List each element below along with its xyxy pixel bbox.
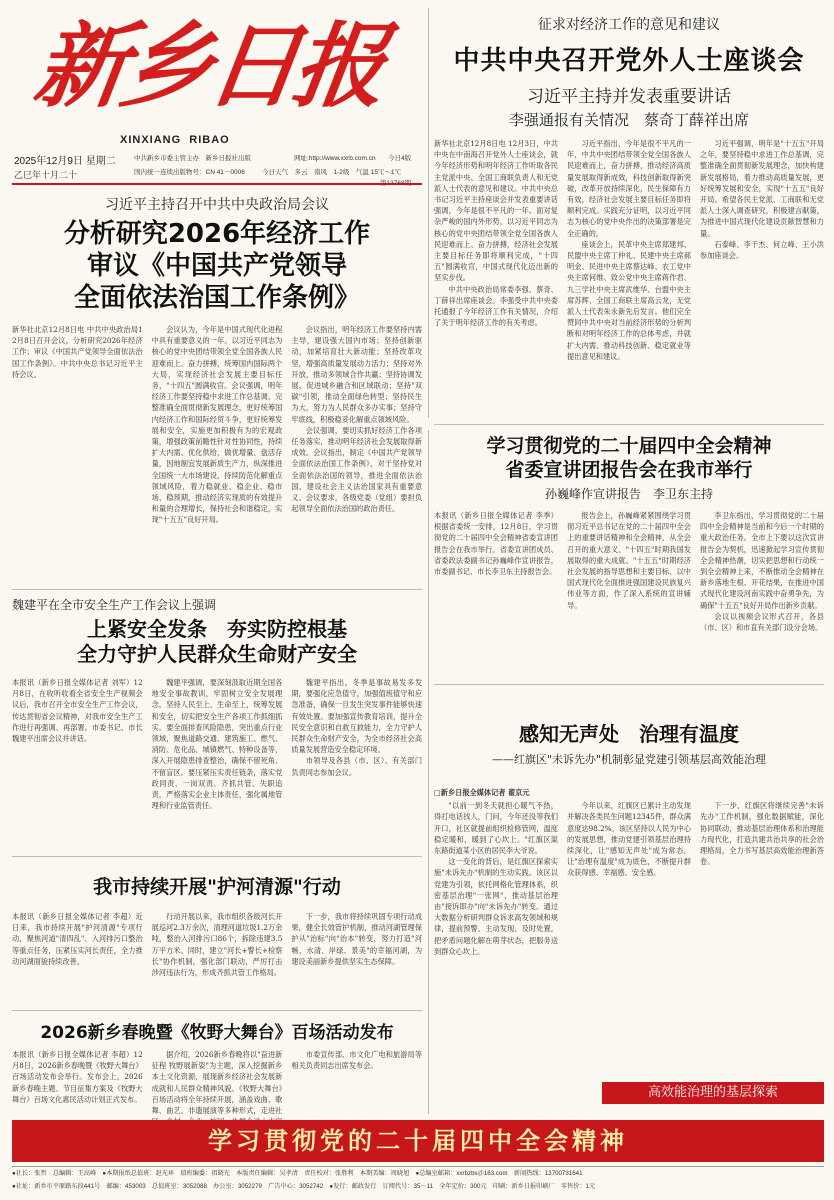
governance-para: 今年以来，红旗区已累计主动发现并解决各类民生问题12345件，群众满意度达98.2%。该区坚持以人民为中心的发展思想，推动党建引领基层治理持续深化，让"感知无声处"成为常态，让"治理有温度"成为底色，不断提升群众获得感、幸福感、安全感。 — [567, 801, 691, 878]
safety-para: 本报讯（新乡日报全媒体记者 刘军）12月8日，在收听收看全省安全生产视频会议后，我市召开全市安全生产工作会议，传达贯彻省会议精神，对我市安全生产工作进行再强调、再部署。市委书记、市长魏建平出席会议并讲话。 — [12, 678, 143, 744]
section-divider — [434, 424, 824, 425]
river-col-3 — [291, 911, 422, 1011]
plenum-col-3 — [700, 510, 824, 672]
column-divider — [428, 8, 429, 418]
gala-para: 据介绍，2026新乡春晚将以"奋进新征程 牧野展新姿"为主题，深入挖掘新乡本土文化资源，展现新乡经济社会发展新成就和人民群众精神风貌。《牧野大舞台》百场活动将全年持续开展，涵盖戏曲、歌舞、曲艺、非遗展演等多种形式，走进社 — [151, 1050, 283, 1116]
top-story-para: 新华社北京12月8日电 12月3日，中共中央在中南海召开党外人士座谈会，就今年经济形势和明年经济工作听取各民主党派中央、全国工商联负责人和无党派人士代表的意见和建议。中共中央总书记习近平主持座谈会并发表重要讲话强调，今年是很不平凡的一年。面对复杂严峻的国内外形势，以习近平同志为核心的党中央团结带领全党全国各族人民迎难而上、奋力拼搏，经济社会发展主要目标任务即将顺利完成，"十四五"圆满收官，中国式现代化迈出新的坚实步伐。 — [434, 139, 558, 283]
safety-headline-1: 上紧安全发条 夯实防控根基 — [87, 617, 347, 641]
politburo-headline-1: 分析研究2026年经济工作 — [63, 219, 371, 249]
politburo-headline-3: 全面依法治国工作条例》 — [73, 283, 360, 313]
governance-para: 这一变化的背后，是红旗区探索实施"未诉先办"机制的生动实践。该区以党建为引领，依托网格化管理体系，织密基层治理"一张网"，推动基层治理由"接诉即办"向"未诉先办"转变。通过大数据分析研判群众诉求高发领域和规律，提前预警、主动发现、及时处置，把矛盾问题化解在萌芽状态，把服务送到群众心坎上。 — [434, 857, 558, 956]
safety-para: 市领导及各县（市、区）、有关部门负责同志参加会议。 — [291, 756, 423, 777]
politburo-para: 会议指出，明年经济工作要坚持内需主导，建设强大国内市场；坚持创新驱动，加紧培育壮大新动能；坚持改革攻坚，增强高质量发展动力活力；坚持对外开放，推动多领域合作共赢；坚持协调发展，促进城乡融合和区域联动；坚持"双碳"引领，推动全面绿色转型；坚持民生为大，努力为人民群众多办实事；坚持守牢底线，积极稳妥化解重点领域风险。 — [291, 325, 423, 424]
politburo-story — [12, 190, 422, 585]
top-story-para: 中共中央政治局常委李强、蔡奇、丁薛祥出席座谈会。李强受中共中央委托通报了今年经济工作有关情况，介绍了关于明年经济工作的有关考虑。 — [434, 284, 558, 328]
river-para: 下一步，我市将持续巩固专项行动成果，健全长效管护机制，推动河湖管理保护从"治标"向"治本"转变，努力打造"河畅、水清、岸绿、景美"的幸福河湖，为建设美丽新乡提供坚实生态保障。 — [291, 912, 423, 966]
river-col-2 — [152, 911, 283, 1011]
plenum-para: 李卫东指出，学习贯彻党的二十届四中全会精神是当前和今后一个时期的重大政治任务。全市上下要以这次宣讲报告会为契机，迅速掀起学习宣传贯彻全会精神热潮，切实把思想和行动统一到全会精神上来，不断推动全会精神在新乡落地生根、开花结果，在推进中国式现代化建设河南实践中奋勇争先，为确保"十五五"良好开局作出新乡贡献。 — [700, 511, 824, 610]
plenum-headline-2: 省委宣讲团报告会在我市举行 — [505, 459, 753, 481]
governance-col-3 — [700, 800, 824, 1118]
river-col-1 — [12, 911, 143, 1011]
top-story-sub2: 李强通报有关情况 蔡奇丁薛祥出席 — [508, 111, 749, 129]
web-address[interactable]: 网址:http://www.xxrb.com.cn — [294, 155, 376, 162]
safety-col-3 — [291, 677, 422, 857]
governance-story — [434, 690, 824, 1110]
section-divider — [434, 684, 824, 685]
safety-headline-2: 全力守护人民群众生命财产安全 — [77, 642, 357, 666]
top-story-col-3 — [700, 138, 824, 426]
lunar-date: 乙巳年十月二十 — [14, 170, 78, 180]
top-story — [434, 8, 824, 426]
plenum-sub: 孙巍峰作宣讲报告 李卫东主持 — [544, 487, 713, 501]
politburo-kicker: 习近平主持召开中共中央政治局会议 — [105, 197, 329, 213]
gala-para: 市委宣传部、市文化广电和旅游局等相关负责同志出席发布会。 — [291, 1050, 423, 1071]
bottom-banner-text: 学习贯彻党的二十届四中全会精神 — [208, 1127, 628, 1155]
safety-story — [12, 594, 422, 852]
newspaper-logo: 新乡日报 — [28, 12, 388, 120]
plenum-para: 本报讯（新乡日报全媒体记者 李季）根据省委统一安排，12月8日，学习贯彻党的二十届四中全会精神省委宣讲团报告会在我市举行。省委宣讲团成员、省委政法委副书记孙巍峰作宣讲报告，市委副书记、市长李卫东主持报告会。 — [434, 511, 558, 577]
cn-number: 国内统一连续出版物号：CN 41－0006 — [134, 169, 245, 176]
section-divider — [12, 856, 422, 857]
top-story-sub1: 习近平主持并发表重要讲话 — [527, 87, 731, 107]
top-story-para: 习近平强调，明年是"十五五"开局之年，要坚持稳中求进工作总基调，完整准确全面贯彻新发展理念，加快构建新发展格局，着力推动高质量发展，更好统筹发展和安全，实现"十五五"良好开局。希望各民主党派、工商联和无党派人士深入调查研究，积极建言献策，为推进中国式现代化建设贡献智慧和力量。 — [700, 139, 824, 238]
footer-line-2: ●社址：新乡市平原路东段441号 邮编：453003 总值班室：3052088 办公室：3052279 广告中心：3052742 ●发行：邮政发行 订阅代号：35－11 全年定价：300元 印刷：新乡日报印刷厂 零售价：1元 — [12, 1183, 596, 1190]
plenum-para: 报告会上，孙巍峰紧紧围绕学习贯彻习近平总书记在党的二十届四中全会上的重要讲话精神和全会精神，从全会召开的重大意义、"十四五"时期我国发展取得的重大成就、"十五五"时期经济社会发展的指导思想和主要目标、以中国式现代化全面推进强国建设民族复兴伟业等方面，作了深入系统的宣讲辅导。 — [567, 511, 691, 610]
politburo-para: 会议强调，要切实抓好经济工作各项任务落实，推动明年经济社会发展取得新成效。会议指出，制定《中国共产党领导全面依法治国工作条例》，对于坚持党对全面依法治国的领导，推进全面依法治国，建设社会主义法治国家具有重要意义。会议要求，各级党委（党组）要担负起领导全面依法治国的政治责任。 — [291, 425, 423, 514]
gala-para: 本报讯（新乡日报全媒体记者 李超）12月8日，2026新乡春晚暨《牧野大舞台》百场活动发布会举行。发布会上，2026新乡春晚主题、节目征集方案及《牧野大舞台》百场文化惠民活动计划正式发布。 — [12, 1050, 143, 1104]
plenum-headline-1: 学习贯彻党的二十届四中全会精神 — [486, 435, 772, 457]
bottom-banner — [12, 1120, 824, 1162]
top-story-para: 习近平指出，今年是很不平凡的一年，中共中央团结带领全党全国各族人民迎难而上，奋力拼搏，推动经济高质量发展取得新成效，科技创新取得新突破，改革开放持续深化，民生保障有力有效，经济社会发展主要目标任务即将顺利完成。实践充分证明，以习近平同志为核心的党中央作出的决策部署是完全正确的。 — [567, 139, 691, 238]
plenum-lecture-story — [434, 430, 824, 680]
gala-col-3 — [291, 1049, 422, 1117]
river-para: 行动开展以来，我市组织各级河长开展巡河2.3万余次，清理河道垃圾1.2万余吨，整治入河排污口86个，拆除违建3.5万平方米。同时，建立"河长+警长+检察长"协作机制，强化部门联动，严厉打击涉河违法行为，形成齐抓共管工作格局。 — [151, 912, 283, 978]
politburo-col-1 — [12, 324, 143, 564]
governance-col-1 — [434, 800, 558, 1118]
footer-line-1: ●社长：张哲 总编辑：王高峰 ●本期报纸总值班：赵光环 值班编委：祖晓光 本版责任编辑：吴孝清 责任校对：张胜利 本期美编：周晓旭 ●总编室邮箱：xxrbzbs＠163.com 新闻热线：13700731641 — [12, 1170, 583, 1177]
gala-col-1 — [12, 1049, 143, 1117]
edition-count: 今日4版 — [388, 155, 412, 162]
governance-sub: ——红旗区"未诉先办"机制彰显党建引领基层高效能治理 — [491, 753, 767, 766]
river-headline: 我市持续开展"护河清源"行动 — [93, 876, 341, 898]
top-story-para: 石泰峰、李干杰、何立峰、王小洪参加座谈会。 — [700, 239, 824, 261]
plenum-col-1 — [434, 510, 558, 672]
governance-col-2 — [567, 800, 691, 1118]
plenum-para: 会议以视频会议形式召开，各县（市、区）和市直有关部门设分会场。 — [700, 611, 824, 633]
footer — [12, 1166, 824, 1197]
column-divider — [428, 430, 429, 1114]
masthead-divider — [12, 183, 422, 185]
top-story-col-2 — [567, 138, 691, 426]
governance-para: "以前一到冬天就担心暖气不热，得打电话找人，门问，今年还没等我们开口，社区就提前组织检修管网，温度稳定暖和，暖到了心坎上。"红旗区渠东路街道某小区的居民李大爷说。 — [434, 801, 558, 856]
river-story — [12, 862, 422, 1007]
masthead — [12, 6, 422, 184]
safety-col-2 — [152, 677, 283, 857]
issue-date: 2025年12月9日 星期二 — [14, 156, 116, 167]
politburo-para: 新华社北京12月8日电 中共中央政治局12月8日召开会议，分析研究2026年经济工作；审议《中国共产党领导全面依法治国工作条例》。中共中央总书记习近平主持会议。 — [12, 325, 143, 379]
logo-pinyin: XINXIANG RIBAO — [120, 134, 230, 146]
politburo-col-2 — [152, 324, 283, 564]
safety-kicker: 魏建平在全市安全生产工作会议上强调 — [12, 598, 217, 612]
safety-para: 魏建平强调，要深刻汲取近期全国各地安全事故教训，牢固树立安全发展理念，坚持人民至上、生命至上，统筹发展和安全，切实把安全生产各项工作抓细抓实。要全面排查风险隐患，突出重点行业领域，聚焦道路交通、建筑施工、燃气、消防、危化品、城镇燃气、特种设备等，深入开展隐患排查整治，确保不留死角、不留盲区。要压紧压实责任链条，落实党政同责、一岗双责、齐抓共管、失职追责，严格落实企业主体责任，强化属地管理和行业监管责任。 — [151, 678, 283, 811]
top-story-para: 座谈会上，民革中央主席郑建邦、民盟中央主席丁仲礼、民建中央主席郝明金、民进中央主席蔡达峰、农工党中央主席何维、致公党中央主席蒋作君、九三学社中央主席武维华、台盟中央主席苏辉、全国工商联主席高云龙，无党派人士代表朱永新先后发言。他们完全赞同中共中央对当前经济形势的分析判断和对明年经济工作的总体考虑，并就扩大内需、推动科技创新、稳定就业等提出意见和建议。 — [567, 239, 691, 361]
section-divider — [12, 589, 422, 590]
politburo-col-3 — [291, 324, 422, 564]
publisher-info: 中共新乡市委主管主办 新乡日报社出版 — [134, 155, 251, 162]
top-story-kicker: 征求对经济工作的意见和建议 — [538, 17, 720, 33]
gala-headline: 2026新乡春晚暨《牧野大舞台》百场活动发布 — [40, 1023, 394, 1043]
top-story-col-1 — [434, 138, 558, 426]
gala-story — [12, 1014, 422, 1114]
governance-caption: 高效能治理的基层探索 — [647, 1085, 778, 1100]
plenum-col-2 — [567, 510, 691, 672]
weather: 今日天气 多云 南风 1-2级 气温 15℃～1℃ — [262, 169, 402, 176]
politburo-para: 会议认为，今年是中国式现代化进程中具有重要意义的一年。以习近平同志为核心的党中央团结带领全党全国各族人民迎难而上、奋力拼搏，统筹国内国际两个大局，实现经济社会发展主要目标任务，"十四五"圆满收官。会议强调，明年经济工作要坚持稳中求进工作总基调，完整准确全面贯彻新发展理念，更好统筹国内经济工作和国际经贸斗争，更好统筹发展和安全，实施更加积极有为的宏观政策，增强政策前瞻性针对性协同性，持续扩大内需、优化供给，做优增量、盘活存量，因地制宜发展新质生产力，纵深推进全国统一大市场建设，持续防范化解重点领域风险，着力稳就业、稳企业、稳市场、稳预期，推动经济实现质的有效提升和量的合理增长，保持社会和谐稳定，实现"十五五"良好开局。 — [151, 325, 283, 525]
governance-headline: 感知无声处 治理有温度 — [519, 722, 739, 746]
governance-para: 下一步，红旗区将继续完善"未诉先办"工作机制，强化数据赋能，深化协同联动，推动基层治理体系和治理能力现代化，打造共建共治共享的社会治理格局，全力书写基层高效能治理新答卷。 — [700, 801, 824, 867]
politburo-headline-2: 审议《中国共产党领导 — [86, 251, 347, 281]
governance-byline: □新乡日报全媒体记者 翟京元 — [434, 788, 530, 797]
top-story-headline: 中共中央召开党外人士座谈会 — [453, 46, 805, 76]
river-para: 本报讯（新乡日报全媒体记者 李超）近日来，我市持续开展"护河清源"专项行动，聚焦河道"清四乱"、入河排污口整治等重点任务，压紧压实河长责任，全力推动河湖面貌持续改善。 — [12, 912, 143, 966]
section-divider — [12, 1010, 422, 1011]
governance-caption-bar — [602, 1082, 824, 1104]
gala-col-2 — [152, 1049, 283, 1117]
safety-para: 魏建平指出，冬季是事故易发多发期，要强化应急值守，加强值班值守和应急准备，确保一旦发生突发事件能够快速有效处置。要加强宣传教育培训，提升全民安全意识和自救互救能力，全力守护人民群众生命财产安全，为全市经济社会高质量发展营造安全稳定环境。 — [291, 678, 423, 755]
safety-col-1 — [12, 677, 143, 857]
